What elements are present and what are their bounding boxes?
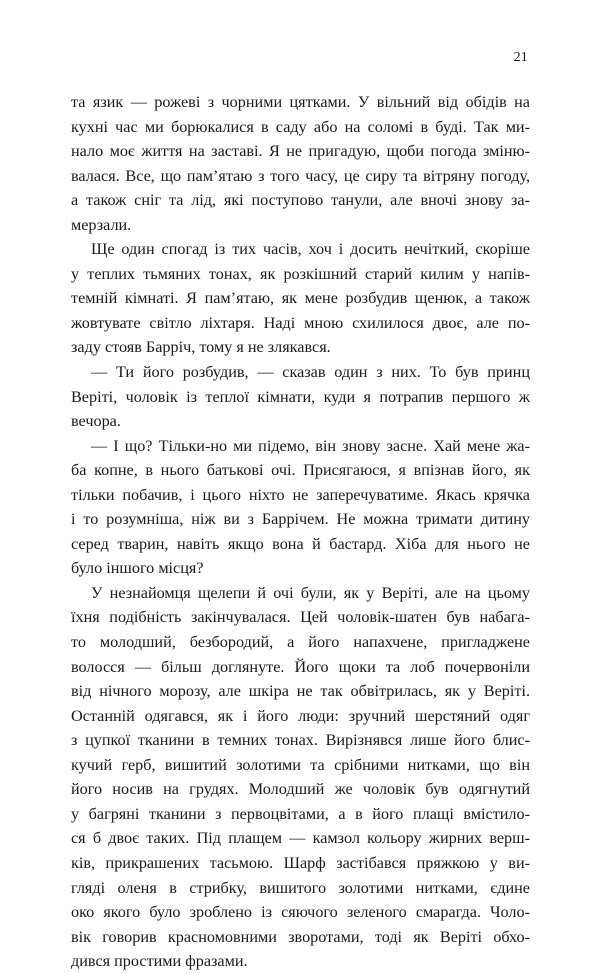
text-line: волосся — більш доглянуте. Його щоки та лоб почервоніли: [71, 657, 530, 676]
text-line: у багряні тканини з первоцвітами, а в його плащі вмістило-: [71, 804, 530, 823]
paragraph: [71, 581, 530, 974]
text-line: ся б двоє таких. Під плащем — камзол кольору жирних верш-: [71, 829, 530, 848]
text-line: їхня подібність закінчувалася. Цей чоловік-шатен був набага-: [71, 608, 530, 627]
text-line: то молодший, безбородий, а його напахчене, пригладжене: [71, 633, 530, 652]
text-line: і то розумніша, ніж ви з Баррічем. Не можна тримати дитину: [71, 510, 530, 529]
text-line: гляді оленя в стрибку, вишитого золотими нитками, єдине: [71, 878, 530, 897]
text-line: серед тварин, навіть якщо вона й бастард. Хіба для нього не: [71, 534, 530, 553]
paragraph: [71, 237, 530, 360]
text-line: око якого було зроблено із сяючого зеленого смарагда. Чоло-: [71, 903, 530, 922]
text-line: Останній одягався, як і його люди: зручний шерстяний одяг: [71, 706, 530, 725]
page-number: 21: [513, 50, 528, 65]
text-line: — І що? Тільки-но ми підемо, він знову засне. Хай мене жа-: [91, 436, 530, 455]
text-line: заду стояв Барріч, тому я не злякався.: [71, 338, 331, 357]
text-line: темній кімнаті. Я пам’ятаю, як мене розбудив щенюк, а також: [71, 289, 530, 308]
body-text: [71, 90, 530, 974]
text-line: Веріті, чоловік із теплої кімнати, куди я потрапив першого ж: [71, 387, 530, 406]
text-line: нало моє життя на заставі. Я не пригадую, щоби погода зміню-: [71, 142, 530, 161]
text-line: від нічного морозу, але шкіра не так обвітрилась, як у Веріті.: [71, 682, 530, 701]
text-line: його носив на грудях. Молодший же чоловік був одягнутий: [71, 780, 530, 799]
text-line: ків, прикрашених тасьмою. Шарф застібався пряжкою у ви-: [71, 853, 530, 872]
text-line: та язик — рожеві з чорними цятками. У вільний від обідів на: [71, 93, 530, 111]
paragraph: [71, 434, 530, 581]
text-line: жовтувате світло ліхтаря. Наді мною схилилося двоє, але по-: [71, 313, 530, 332]
text-line: з цупкої тканини в темних тонах. Вирізнявся лише його блис-: [71, 731, 530, 750]
text-line: а також сніг та лід, які поступово танули, але вночі знову за-: [71, 191, 530, 210]
text-line: дився простими фразами.: [71, 952, 248, 971]
text-line: мерзали.: [71, 215, 132, 234]
text-line: було іншого місця?: [71, 559, 204, 578]
text-line: кухні час ми борюкалися в саду або на соломі в буді. Так ми-: [71, 117, 530, 136]
text-line: у теплих тьмяних тонах, як розкішний старий килим у напів-: [71, 264, 530, 283]
text-line: валася. Все, що пам’ятаю з того часу, це сиру та вітряну погоду,: [71, 166, 530, 185]
text-line: У незнайомця щелепи й очі були, як у Веріті, але на цьому: [91, 583, 530, 602]
text-line: вік говорив красномовними зворотами, тоді як Веріті обхо-: [71, 927, 530, 946]
paragraph: [71, 360, 530, 434]
text-line: вечора.: [71, 412, 121, 431]
paragraph: [71, 90, 530, 237]
text-line: кучий герб, вишитий золотими та срібними нитками, що він: [71, 755, 530, 774]
text-line: Ще один спогад із тих часів, хоч і досить нечіткий, скоріше: [91, 240, 530, 259]
text-line: — Ти його розбудив, — сказав один з них. То був принц: [91, 363, 530, 382]
text-line: ба копне, в нього батькові очі. Присягаюся, я впізнав його, як: [71, 461, 530, 480]
text-line: тільки побачив, і цього ніхто не заперечуватиме. Якась крячка: [71, 485, 530, 504]
